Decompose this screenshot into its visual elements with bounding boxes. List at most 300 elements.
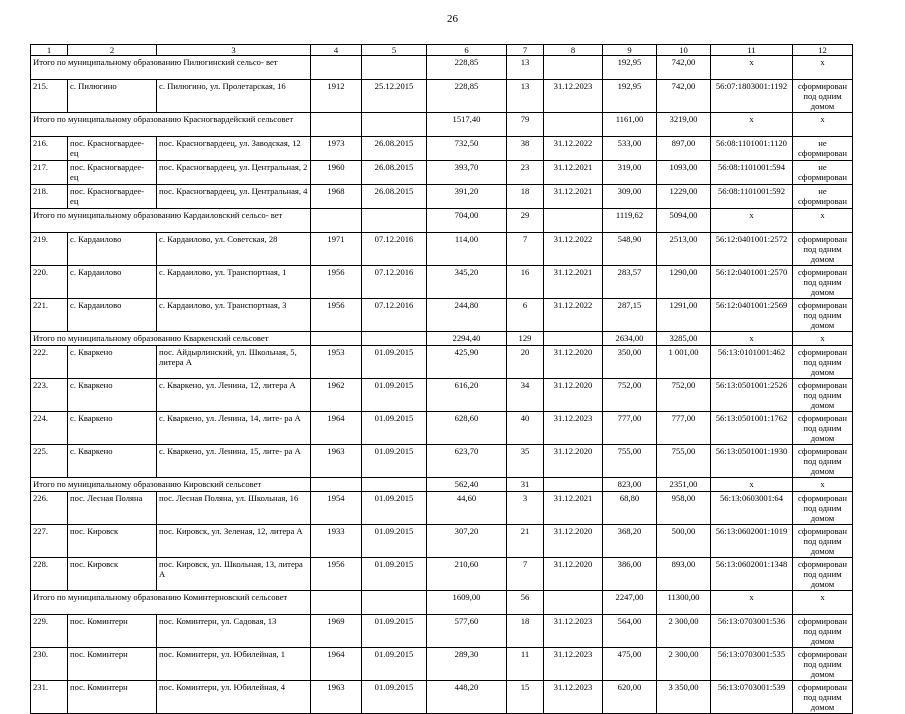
residents-count: 16: [507, 266, 544, 299]
subtotal-col9: 1161,00: [603, 113, 657, 137]
resettlement-deadline: 31.12.2020: [544, 445, 603, 478]
col10-value: 500,00: [657, 525, 711, 558]
living-area: 244,80: [427, 299, 507, 332]
build-year: 1968: [311, 185, 362, 209]
build-year: 1973: [311, 137, 362, 161]
col-header-5: 5: [362, 45, 427, 56]
resettlement-deadline: 31.12.2020: [544, 525, 603, 558]
col-header-2: 2: [68, 45, 157, 56]
house-address: пос. Красногвардеец, ул. Заводская, 12: [157, 137, 311, 161]
living-area: 391,20: [427, 185, 507, 209]
land-status: сформирован под одним домом: [793, 681, 853, 714]
subtotal-area: 228,85: [427, 56, 507, 80]
settlement-name: пос. Кировск: [68, 525, 157, 558]
empty-cell: [362, 56, 427, 80]
recognition-date: 26.08.2015: [362, 185, 427, 209]
col-header-8: 8: [544, 45, 603, 56]
resettlement-deadline: 31.12.2020: [544, 379, 603, 412]
resettlement-deadline: 31.12.2023: [544, 681, 603, 714]
column-number-header: [31, 45, 853, 56]
land-status: не сформирован: [793, 137, 853, 161]
recognition-date: 01.09.2015: [362, 681, 427, 714]
row-number: 224.: [31, 412, 68, 445]
col10-value: 897,00: [657, 137, 711, 161]
subtotal-label: Итого по муниципальному образованию Коминтерновский сельсовет: [31, 591, 311, 615]
settlement-name: с. Кардаилово: [68, 266, 157, 299]
subtotal-label: Итого по муниципальному образованию Кардаиловский сельсо- вет: [31, 209, 311, 233]
subtotal-col11: x: [711, 332, 793, 346]
residents-count: 15: [507, 681, 544, 714]
subtotal-area: 704,00: [427, 209, 507, 233]
house-address: с. Кваркено, ул. Ленина, 14, лите- ра А: [157, 412, 311, 445]
house-address: пос. Коминтерн, ул. Юбилейная, 1: [157, 648, 311, 681]
house-address: с. Кардаилово, ул. Транспортная, 3: [157, 299, 311, 332]
house-address: пос. Коминтерн, ул. Юбилейная, 4: [157, 681, 311, 714]
row-number: 231.: [31, 681, 68, 714]
recognition-date: 07.12.2016: [362, 299, 427, 332]
row-number: 220.: [31, 266, 68, 299]
build-year: 1960: [311, 161, 362, 185]
subtotal-col12: x: [793, 591, 853, 615]
land-status: сформирован под одним домом: [793, 233, 853, 266]
subtotal-col9: 823,00: [603, 478, 657, 492]
house-address: с. Кваркено, ул. Ленина, 15, лите- ра А: [157, 445, 311, 478]
living-area: 425,90: [427, 346, 507, 379]
col-header-4: 4: [311, 45, 362, 56]
living-area: 44,60: [427, 492, 507, 525]
table-row: [31, 615, 853, 648]
cadastral-number: 56:13:0501001:1762: [711, 412, 793, 445]
build-year: 1964: [311, 648, 362, 681]
house-address: с. Кардаилово, ул. Транспортная, 1: [157, 266, 311, 299]
build-year: 1912: [311, 80, 362, 113]
build-year: 1954: [311, 492, 362, 525]
settlement-name: с. Кваркено: [68, 412, 157, 445]
cadastral-number: 56:12:0401001:2569: [711, 299, 793, 332]
cadastral-number: 56:12:0401001:2572: [711, 233, 793, 266]
row-number: 230.: [31, 648, 68, 681]
land-status: сформирован под одним домом: [793, 558, 853, 591]
subtotal-col10: 742,00: [657, 56, 711, 80]
table-row: [31, 648, 853, 681]
land-status: сформирован под одним домом: [793, 299, 853, 332]
living-area: 307,20: [427, 525, 507, 558]
residents-count: 40: [507, 412, 544, 445]
settlement-name: пос. Коминтерн: [68, 615, 157, 648]
recognition-date: 01.09.2015: [362, 412, 427, 445]
col-header-6: 6: [427, 45, 507, 56]
residents-count: 18: [507, 185, 544, 209]
table-row: [31, 379, 853, 412]
build-year: 1964: [311, 412, 362, 445]
residents-count: 13: [507, 80, 544, 113]
cadastral-number: 56:07:1803001:1192: [711, 80, 793, 113]
col9-value: 752,00: [603, 379, 657, 412]
table-row: [31, 492, 853, 525]
living-area: 210,60: [427, 558, 507, 591]
land-status: сформирован под одним домом: [793, 80, 853, 113]
row-number: 216.: [31, 137, 68, 161]
recognition-date: 01.09.2015: [362, 379, 427, 412]
table-row: [31, 233, 853, 266]
subtotal-col11: x: [711, 113, 793, 137]
resettlement-deadline: 31.12.2021: [544, 492, 603, 525]
cadastral-number: 56:08:1101001:594: [711, 161, 793, 185]
subtotal-row: [31, 113, 853, 137]
residents-count: 21: [507, 525, 544, 558]
empty-cell: [362, 591, 427, 615]
row-number: 227.: [31, 525, 68, 558]
land-status: сформирован под одним домом: [793, 346, 853, 379]
living-area: 577,60: [427, 615, 507, 648]
subtotal-col12: x: [793, 56, 853, 80]
row-number: 219.: [31, 233, 68, 266]
land-status: сформирован под одним домом: [793, 445, 853, 478]
build-year: 1962: [311, 379, 362, 412]
subtotal-label: Итого по муниципальному образованию Кваркенский сельсовет: [31, 332, 311, 346]
resettlement-deadline: 31.12.2022: [544, 233, 603, 266]
row-number: 218.: [31, 185, 68, 209]
build-year: 1956: [311, 558, 362, 591]
house-address: пос. Красногвардеец, ул. Центральная, 4: [157, 185, 311, 209]
resettlement-deadline: 31.12.2020: [544, 346, 603, 379]
table-body: [31, 45, 853, 714]
subtotal-label: Итого по муниципальному образованию Пилюгинский сельсо- вет: [31, 56, 311, 80]
row-number: 221.: [31, 299, 68, 332]
subtotal-row: [31, 332, 853, 346]
recognition-date: 01.09.2015: [362, 445, 427, 478]
col10-value: 777,00: [657, 412, 711, 445]
living-area: 616,20: [427, 379, 507, 412]
residents-count: 18: [507, 615, 544, 648]
col10-value: 893,00: [657, 558, 711, 591]
empty-cell: [311, 209, 362, 233]
row-number: 215.: [31, 80, 68, 113]
recognition-date: 26.08.2015: [362, 137, 427, 161]
col9-value: 386,00: [603, 558, 657, 591]
col9-value: 287,15: [603, 299, 657, 332]
recognition-date: 07.12.2016: [362, 233, 427, 266]
table-row: [31, 445, 853, 478]
build-year: 1953: [311, 346, 362, 379]
build-year: 1969: [311, 615, 362, 648]
resettlement-deadline: 31.12.2021: [544, 161, 603, 185]
living-area: 289,30: [427, 648, 507, 681]
subtotal-col10: 2351,00: [657, 478, 711, 492]
table-row: [31, 80, 853, 113]
col10-value: 1229,00: [657, 185, 711, 209]
col10-value: 1093,00: [657, 161, 711, 185]
residents-count: 38: [507, 137, 544, 161]
living-area: 448,20: [427, 681, 507, 714]
col10-value: 958,00: [657, 492, 711, 525]
col10-value: 1290,00: [657, 266, 711, 299]
subtotal-area: 562,40: [427, 478, 507, 492]
house-address: пос. Кировск, ул. Школьная, 13, литера А: [157, 558, 311, 591]
subtotal-row: [31, 478, 853, 492]
subtotal-col10: 5094,00: [657, 209, 711, 233]
residents-count: 23: [507, 161, 544, 185]
empty-cell: [544, 209, 603, 233]
subtotal-area: 2294,40: [427, 332, 507, 346]
subtotal-col12: x: [793, 478, 853, 492]
house-address: с. Кваркено, ул. Ленина, 12, литера А: [157, 379, 311, 412]
build-year: 1963: [311, 445, 362, 478]
subtotal-col12: x: [793, 209, 853, 233]
residents-count: 7: [507, 558, 544, 591]
settlement-name: с. Кваркено: [68, 346, 157, 379]
house-address: с. Пилюгино, ул. Пролетарская, 16: [157, 80, 311, 113]
subtotal-col12: x: [793, 113, 853, 137]
col-header-7: 7: [507, 45, 544, 56]
land-status: сформирован под одним домом: [793, 615, 853, 648]
empty-cell: [544, 478, 603, 492]
build-year: 1956: [311, 266, 362, 299]
living-area: 228,85: [427, 80, 507, 113]
cadastral-number: 56:13:0101001:462: [711, 346, 793, 379]
land-status: сформирован под одним домом: [793, 525, 853, 558]
subtotal-col12: x: [793, 332, 853, 346]
table-row: [31, 681, 853, 714]
col10-value: 1291,00: [657, 299, 711, 332]
recognition-date: 01.09.2015: [362, 346, 427, 379]
empty-cell: [362, 478, 427, 492]
cadastral-number: 56:13:0703001:539: [711, 681, 793, 714]
subtotal-col10: 3285,00: [657, 332, 711, 346]
subtotal-col9: 1119,62: [603, 209, 657, 233]
living-area: 114,00: [427, 233, 507, 266]
settlement-name: с. Кардаилово: [68, 299, 157, 332]
build-year: 1963: [311, 681, 362, 714]
build-year: 1971: [311, 233, 362, 266]
living-area: 393,70: [427, 161, 507, 185]
settlement-name: пос. Красногвардее- ец: [68, 185, 157, 209]
empty-cell: [544, 113, 603, 137]
cadastral-number: 56:13:0501001:1930: [711, 445, 793, 478]
empty-cell: [544, 332, 603, 346]
subtotal-area: 1517,40: [427, 113, 507, 137]
subtotal-row: [31, 591, 853, 615]
table-row: [31, 346, 853, 379]
empty-cell: [311, 332, 362, 346]
subtotal-col9: 2634,00: [603, 332, 657, 346]
house-address: пос. Лесная Поляна, ул. Школьная, 16: [157, 492, 311, 525]
col-header-9: 9: [603, 45, 657, 56]
subtotal-people: 79: [507, 113, 544, 137]
land-status: сформирован под одним домом: [793, 379, 853, 412]
resettlement-deadline: 31.12.2023: [544, 412, 603, 445]
subtotal-col11: x: [711, 56, 793, 80]
subtotal-row: [31, 209, 853, 233]
table-row: [31, 137, 853, 161]
table-row: [31, 185, 853, 209]
recognition-date: 01.09.2015: [362, 615, 427, 648]
living-area: 732,50: [427, 137, 507, 161]
subtotal-people: 129: [507, 332, 544, 346]
cadastral-number: 56:08:1101001:1120: [711, 137, 793, 161]
cadastral-number: 56:13:0501001:2526: [711, 379, 793, 412]
empty-cell: [362, 332, 427, 346]
col10-value: 3 350,00: [657, 681, 711, 714]
empty-cell: [544, 591, 603, 615]
land-status: сформирован под одним домом: [793, 412, 853, 445]
resettlement-deadline: 31.12.2023: [544, 648, 603, 681]
col10-value: 2513,00: [657, 233, 711, 266]
subtotal-col9: 192,95: [603, 56, 657, 80]
cadastral-number: 56:13:0703001:535: [711, 648, 793, 681]
empty-cell: [362, 209, 427, 233]
land-status: сформирован под одним домом: [793, 648, 853, 681]
empty-cell: [311, 591, 362, 615]
residents-count: 20: [507, 346, 544, 379]
col10-value: 752,00: [657, 379, 711, 412]
recognition-date: 01.09.2015: [362, 525, 427, 558]
subtotal-label: Итого по муниципальному образованию Красногвардейский сельсовет: [31, 113, 311, 137]
resettlement-deadline: 31.12.2022: [544, 299, 603, 332]
recognition-date: 25.12.2015: [362, 80, 427, 113]
col-header-12: 12: [793, 45, 853, 56]
subtotal-label: Итого по муниципальному образованию Кировский сельсовет: [31, 478, 311, 492]
col9-value: 533,00: [603, 137, 657, 161]
col-header-3: 3: [157, 45, 311, 56]
resettlement-deadline: 31.12.2023: [544, 80, 603, 113]
row-number: 228.: [31, 558, 68, 591]
land-status: не сформирован: [793, 185, 853, 209]
house-address: пос. Красногвардеец, ул. Центральная, 2: [157, 161, 311, 185]
table-row: [31, 525, 853, 558]
col9-value: 192,95: [603, 80, 657, 113]
col9-value: 368,20: [603, 525, 657, 558]
resettlement-deadline: 31.12.2022: [544, 137, 603, 161]
col9-value: 309,00: [603, 185, 657, 209]
land-status: сформирован под одним домом: [793, 266, 853, 299]
settlement-name: с. Кваркено: [68, 379, 157, 412]
subtotal-col9: 2247,00: [603, 591, 657, 615]
resettlement-deadline: 31.12.2021: [544, 266, 603, 299]
subtotal-people: 29: [507, 209, 544, 233]
land-status: сформирован под одним домом: [793, 492, 853, 525]
col10-value: 2 300,00: [657, 648, 711, 681]
living-area: 628,60: [427, 412, 507, 445]
recognition-date: 26.08.2015: [362, 161, 427, 185]
empty-cell: [311, 113, 362, 137]
recognition-date: 07.12.2016: [362, 266, 427, 299]
settlement-name: с. Кардаилово: [68, 233, 157, 266]
settlement-name: пос. Кировск: [68, 558, 157, 591]
table-row: [31, 299, 853, 332]
col9-value: 283,57: [603, 266, 657, 299]
empty-cell: [544, 56, 603, 80]
row-number: 217.: [31, 161, 68, 185]
subtotal-people: 31: [507, 478, 544, 492]
land-status: не сформирован: [793, 161, 853, 185]
col10-value: 755,00: [657, 445, 711, 478]
settlement-name: с. Пилюгино: [68, 80, 157, 113]
settlement-name: пос. Коминтерн: [68, 648, 157, 681]
subtotal-col10: 3219,00: [657, 113, 711, 137]
build-year: 1956: [311, 299, 362, 332]
col-header-11: 11: [711, 45, 793, 56]
cadastral-number: 56:12:0401001:2570: [711, 266, 793, 299]
col9-value: 564,00: [603, 615, 657, 648]
cadastral-number: 56:08:1101001:592: [711, 185, 793, 209]
col9-value: 319,00: [603, 161, 657, 185]
resettlement-deadline: 31.12.2021: [544, 185, 603, 209]
empty-cell: [311, 56, 362, 80]
settlement-name: пос. Красногвардее- ец: [68, 137, 157, 161]
settlement-name: пос. Лесная Поляна: [68, 492, 157, 525]
page-number: 26: [447, 13, 458, 25]
resettlement-deadline: 31.12.2023: [544, 615, 603, 648]
subtotal-col10: 11300,00: [657, 591, 711, 615]
cadastral-number: 56:13:0703001:536: [711, 615, 793, 648]
row-number: 229.: [31, 615, 68, 648]
col9-value: 475,00: [603, 648, 657, 681]
settlement-name: с. Кваркено: [68, 445, 157, 478]
cadastral-number: 56:13:0602001:1019: [711, 525, 793, 558]
col9-value: 68,80: [603, 492, 657, 525]
recognition-date: 01.09.2015: [362, 492, 427, 525]
empty-cell: [311, 478, 362, 492]
col9-value: 350,00: [603, 346, 657, 379]
table-row: [31, 266, 853, 299]
table-row: [31, 412, 853, 445]
col10-value: 1 001,00: [657, 346, 711, 379]
recognition-date: 01.09.2015: [362, 558, 427, 591]
resettlement-deadline: 31.12.2020: [544, 558, 603, 591]
cadastral-number: 56:13:0602001:1348: [711, 558, 793, 591]
living-area: 345,20: [427, 266, 507, 299]
residents-count: 7: [507, 233, 544, 266]
subtotal-col11: x: [711, 209, 793, 233]
cadastral-number: 56:13:0603001:64: [711, 492, 793, 525]
empty-cell: [362, 113, 427, 137]
living-area: 623,70: [427, 445, 507, 478]
table-row: [31, 161, 853, 185]
house-address: с. Кардаилово, ул. Советская, 28: [157, 233, 311, 266]
col9-value: 620,00: [603, 681, 657, 714]
col9-value: 755,00: [603, 445, 657, 478]
row-number: 226.: [31, 492, 68, 525]
col10-value: 2 300,00: [657, 615, 711, 648]
residents-count: 6: [507, 299, 544, 332]
col-header-10: 10: [657, 45, 711, 56]
house-address: пос. Коминтерн, ул. Садовая, 13: [157, 615, 311, 648]
settlement-name: пос. Красногвардее- ец: [68, 161, 157, 185]
residents-count: 35: [507, 445, 544, 478]
subtotal-people: 56: [507, 591, 544, 615]
row-number: 225.: [31, 445, 68, 478]
col9-value: 548,90: [603, 233, 657, 266]
recognition-date: 01.09.2015: [362, 648, 427, 681]
house-address: пос. Кировск, ул. Зеленая, 12, литера А: [157, 525, 311, 558]
subtotal-people: 13: [507, 56, 544, 80]
subtotal-area: 1609,00: [427, 591, 507, 615]
residents-count: 3: [507, 492, 544, 525]
residents-count: 34: [507, 379, 544, 412]
subtotal-col11: x: [711, 478, 793, 492]
residents-count: 11: [507, 648, 544, 681]
settlement-name: пос. Коминтерн: [68, 681, 157, 714]
col9-value: 777,00: [603, 412, 657, 445]
table-row: [31, 558, 853, 591]
col10-value: 742,00: [657, 80, 711, 113]
build-year: 1933: [311, 525, 362, 558]
col-header-1: 1: [31, 45, 68, 56]
house-address: пос. Айдырлинский, ул. Школьная, 5, литера А: [157, 346, 311, 379]
subtotal-col11: x: [711, 591, 793, 615]
row-number: 222.: [31, 346, 68, 379]
